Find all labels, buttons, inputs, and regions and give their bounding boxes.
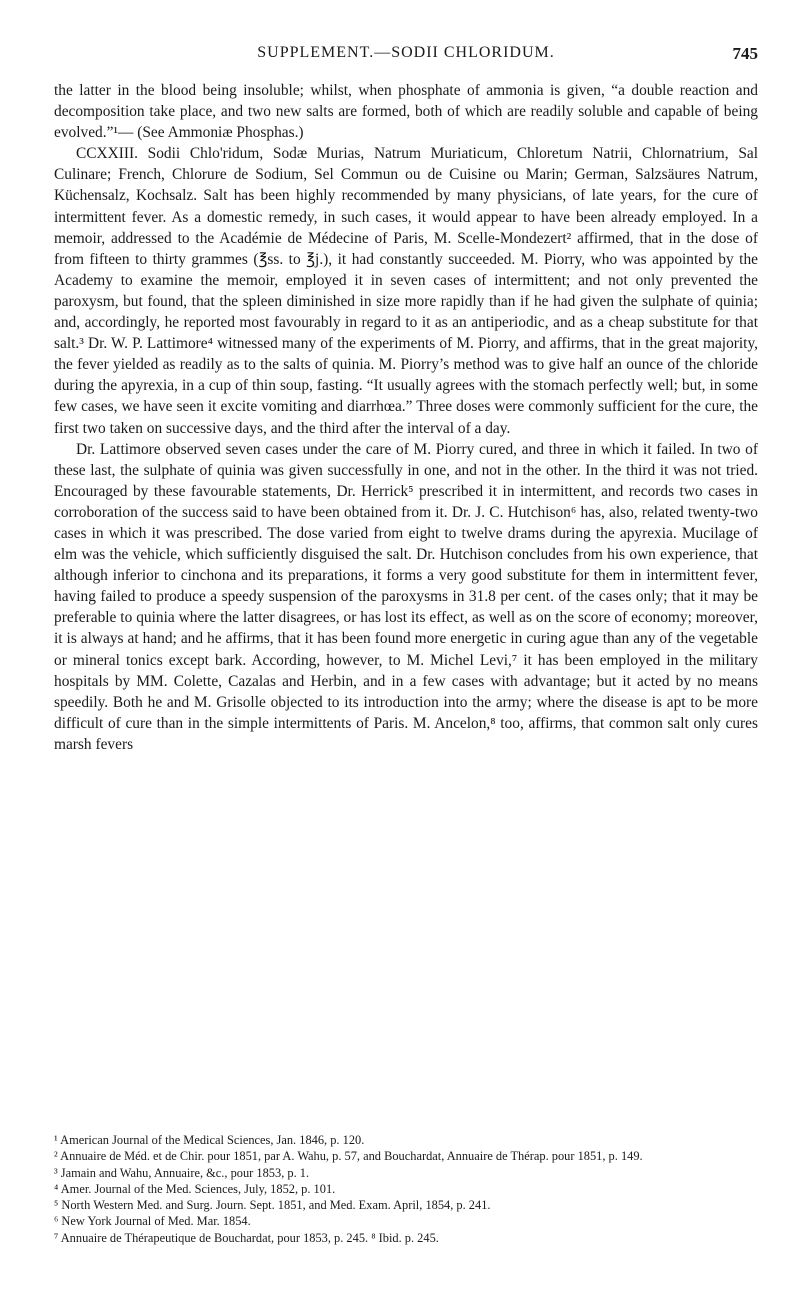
running-title: SUPPLEMENT.—SODII CHLORIDUM. <box>257 44 555 61</box>
paragraph: CCXXIII. Sodii Chlo'ridum, Sodæ Murias, Natrum Muriaticum, Chloretum Natrii, Chlornatrium, Sal Culinare; French, Chlorure de Sodium, Sel Commun ou de Cuisine ou Marin; German, Salzsäures Natrum, Küchensalz, Kochsalz. Salt has been highly recommended by many physicians, of late years, for the cure of intermittent fever. As a domestic remedy, in such cases, it would appear to have been already employed. In a memoir, addressed to the Académie de Médecine of Paris, M. Scelle-Mondezert² affirmed, that in the dose of from fifteen to thirty grammes (℥ss. to ℥j.), it had constantly succeeded. M. Piorry, who was appointed by the Academy to examine the memoir, employed it in seven cases of intermittent; and not only prevented the paroxysm, but found, that the spleen diminished in size more rapidly than if he had given the sulphate of quinia; and, accordingly, he reported most favourably in regard to it as an antiperiodic, and as a cheap substitute for that salt.³ Dr. W. P. Lattimore⁴ witnessed many of the experiments of M. Piorry, and affirms, that in the great majority, the fever yielded as readily as to the salts of quinia. M. Piorry’s method was to give half an ounce of the chloride during the apyrexia, in a cup of thin soup, fasting. “It usually agrees with the stomach perfectly well; but, in some few cases, we have seen it excite vomiting and diarrhœa.” Three doses were commonly sufficient for the cure, the first two taken on successive days, and the third after the interval of a day. <box>54 145 758 437</box>
footnote: ¹ American Journal of the Medical Sciences, Jan. 1846, p. 120. <box>54 1133 365 1147</box>
body-text <box>54 80 758 755</box>
running-head <box>54 44 758 66</box>
footnote: ⁶ New York Journal of Med. Mar. 1854. <box>54 1214 251 1229</box>
footnotes <box>54 1132 758 1246</box>
footnote: ² Annuaire de Méd. et de Chir. pour 1851, par A. Wahu, p. 57, and Bouchardat, Annuaire de Thérap. pour 1851, p. 149. <box>54 1149 643 1164</box>
footnote: ⁵ North Western Med. and Surg. Journ. Sept. 1851, and Med. Exam. April, 1854, p. 241. <box>54 1198 491 1213</box>
paragraph: Dr. Lattimore observed seven cases under the care of M. Piorry cured, and three in which it failed. In two of these last, the sulphate of quinia was given successfully in one, and not in the other. In the third it was not tried. Encouraged by these favourable statements, Dr. Herrick⁵ prescribed it in intermittent, and records two cases in corroboration of the success said to have been obtained from it. Dr. J. C. Hutchison⁶ has, also, related twenty-two cases in which it was prescribed. The dose varied from eight to twelve drams during the apyrexia. Mucilage of elm was the vehicle, which sufficiently disguised the salt. Dr. Hutchison concludes from his own experience, that although inferior to cinchona and its preparations, it forms a very good substitute for them in intermittent fever, having failed to produce a speedy suspension of the paroxysms in 31.8 per cent. of the cases only; that it may be preferable to quinia where the latter disagrees, or has lost its effect, as well as on the score of economy; moreover, it is always at hand; and he affirms, that it has been found more energetic in curing ague than any of the vegetable or mineral tonics except bark. According, however, to M. Michel Levi,⁷ it has been employed in the military hospitals by MM. Colette, Cazalas and Herbin, and in a few cases with advantage; but it acted by no means speedily. Both he and M. Grisolle objected to its introduction into the army; where the disease is apt to be more difficult of cure than in the simple intermittents of Paris. M. Ancelon,⁸ too, affirms, that common salt only cures marsh fevers <box>54 440 758 753</box>
page-number: 745 <box>732 44 758 63</box>
footnote: ⁴ Amer. Journal of the Med. Sciences, July, 1852, p. 101. <box>54 1181 336 1196</box>
paragraph: the latter in the blood being insoluble; whilst, when phosphate of ammonia is given, “a double reaction and decomposition take place, and two new salts are formed, both of which are readily soluble and capable of being evolved.”¹— (See Ammoniæ Phosphas.) <box>54 82 758 142</box>
footnote: ⁷ Annuaire de Thérapeutique de Bouchardat, pour 1853, p. 245. ⁸ Ibid. p. 245. <box>54 1230 439 1245</box>
footnote: ³ Jamain and Wahu, Annuaire, &c., pour 1853, p. 1. <box>54 1165 310 1180</box>
